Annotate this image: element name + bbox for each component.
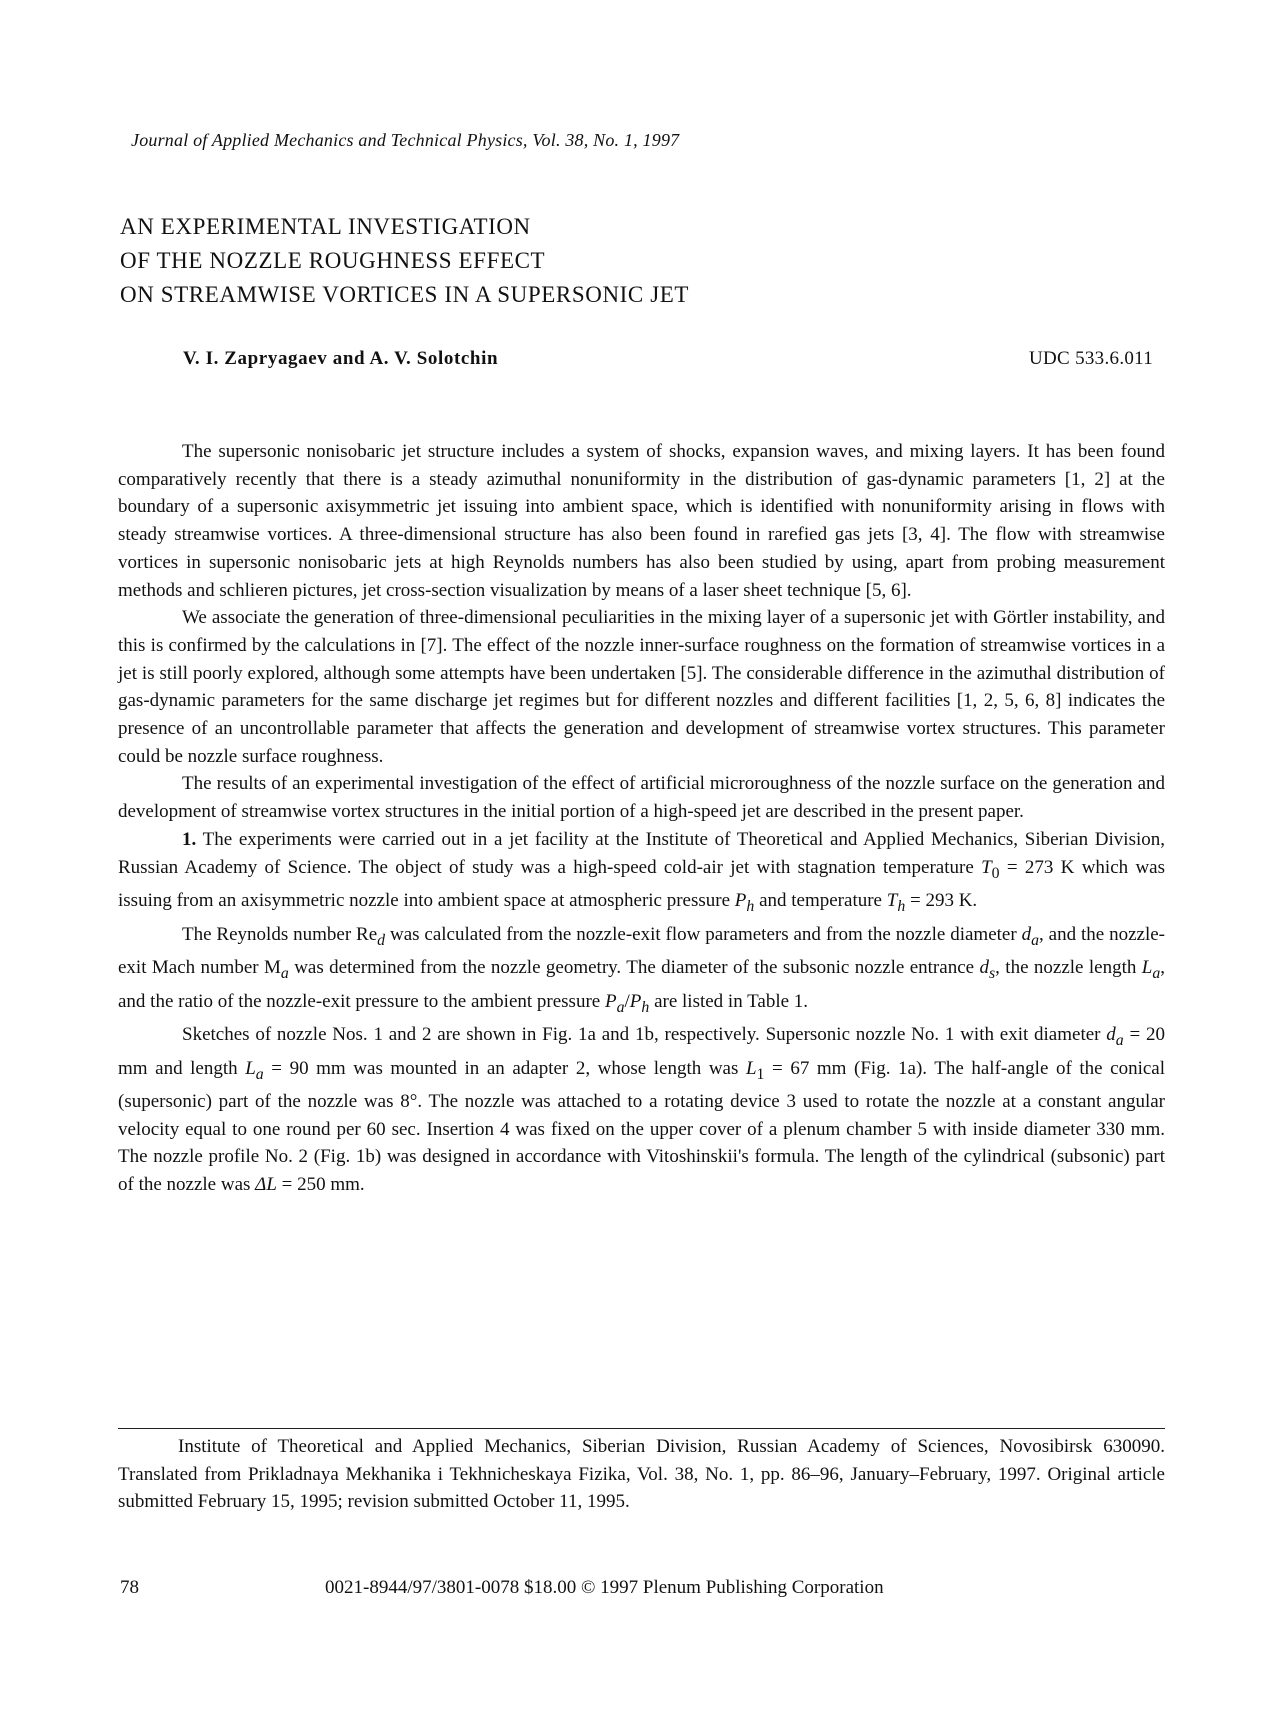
paragraph-reynolds: The Reynolds number $Re_d$ was calculated from the nozzle-exit flow parameters and from the nozzle diameter $d_a$, and the nozzle-exit Mach number $M_a$ was determined from the nozzle geometry. The diameter of the subsonic nozzle entrance $d_s$, the nozzle length $L_a$, and the ratio of the nozzle-exit pressure to the ambient pressure $P_a/P_h$ are listed in Table 1.	[118, 923, 1166, 1016]
footnote: Institute of Theoretical and Applied Mechanics, Siberian Division, Russian Academy of Sciences, Novosibirsk 630090. Translated from Prikladnaya Mekhanika i Tekhnicheskaya Fizika, Vol. 38, No. 1, pp. 86–96, January–February, 1997. Original article submitted February 15, 1995; revision submitted October 11, 1995.	[118, 1436, 1165, 1513]
paragraph-1: The supersonic nonisobaric jet structure includes a system of shocks, expansion waves, and mixing layers. It has been found comparatively recently that there is a steady azimuthal nonuniformity in the distribution of gas-dynamic parameters [1, 2] at the boundary of a supersonic axisymmetric jet issuing into ambient space, which is identified with nonuniformity arising in flows with steady streamwise vortices. A three-dimensional structure has also been found in rarefied gas jets [3, 4]. The flow with streamwise vortices in supersonic nonisobaric jets at high Reynolds numbers has also been studied by using, apart from probing measurement methods and schlieren pictures, jet cross-section visualization by means of a laser sheet technique [5, 6].	[118, 441, 1165, 601]
authors: V. I. Zapryagaev and A. V. Solotchin	[183, 348, 499, 369]
footnote-divider	[118, 1428, 1165, 1429]
page-number: 78	[120, 1577, 139, 1598]
paragraph-section-1: 1. The experiments were carried out in a jet facility at the Institute of Theoretical and Applied Mechanics, Siberian Division, Russian Academy of Science. The object of study was a high-speed cold-air jet with stagnation temperature $T_0 = 273$ K which was issuing from an axisymmetric nozzle into ambient space at atmospheric pressure $P_h$ and temperature $T_h = 293$ K.	[118, 828, 1165, 915]
journal-header: Journal of Applied Mechanics and Technical Physics, Vol. 38, No. 1, 1997	[131, 130, 680, 150]
title-line-3: ON STREAMWISE VORTICES IN A SUPERSONIC JET	[120, 282, 690, 307]
title-line-2: OF THE NOZZLE ROUGHNESS EFFECT	[120, 248, 546, 273]
body-text	[118, 438, 1165, 1199]
copyright-imprint: 0021-8944/97/3801-0078 $18.00 © 1997 Plenum Publishing Corporation	[325, 1577, 884, 1598]
section-number: 1.	[182, 828, 197, 850]
paper-title	[120, 210, 689, 312]
title-line-1: AN EXPERIMENTAL INVESTIGATION	[120, 214, 531, 239]
paragraph-sketches: Sketches of nozzle Nos. 1 and 2 are shown in Fig. 1a and 1b, respectively. Supersonic nozzle No. 1 with exit diameter $d_a = 20$ mm and length $L_a = 90$ mm was mounted in an adapter 2, whose length was $L_1 = 67$ mm (Fig. 1a). The half-angle of the conical (supersonic) part of the nozzle was 8°. The nozzle was attached to a rotating device 3 used to rotate the nozzle at a constant angular velocity equal to one round per 60 sec. Insertion 4 was fixed on the upper cover of a plenum chamber 5 with inside diameter 330 mm. The nozzle profile No. 2 (Fig. 1b) was designed in accordance with Vitoshinskii's formula. The length of the cylindrical (subsonic) part of the nozzle was ΔL = 250 mm.	[118, 1024, 1166, 1196]
udc-code: UDC 533.6.011	[1029, 348, 1154, 369]
paragraph-3: The results of an experimental investigation of the effect of artificial microroughness of the nozzle surface on the generation and development of streamwise vortex structures in the initial portion of a high-speed jet are described in the present paper.	[118, 773, 1165, 823]
paragraph-2: We associate the generation of three-dimensional peculiarities in the mixing layer of a supersonic jet with Görtler instability, and this is confirmed by the calculations in [7]. The effect of the nozzle inner-surface roughness on the formation of streamwise vortices in a jet is still poorly explored, although some attempts have been undertaken [5]. The considerable difference in the azimuthal distribution of gas-dynamic parameters for the same discharge jet regimes but for different nozzles and different facilities [1, 2, 5, 6, 8] indicates the presence of an uncontrollable parameter that affects the generation and development of streamwise vortex structures. This parameter could be nozzle surface roughness.	[118, 607, 1165, 767]
